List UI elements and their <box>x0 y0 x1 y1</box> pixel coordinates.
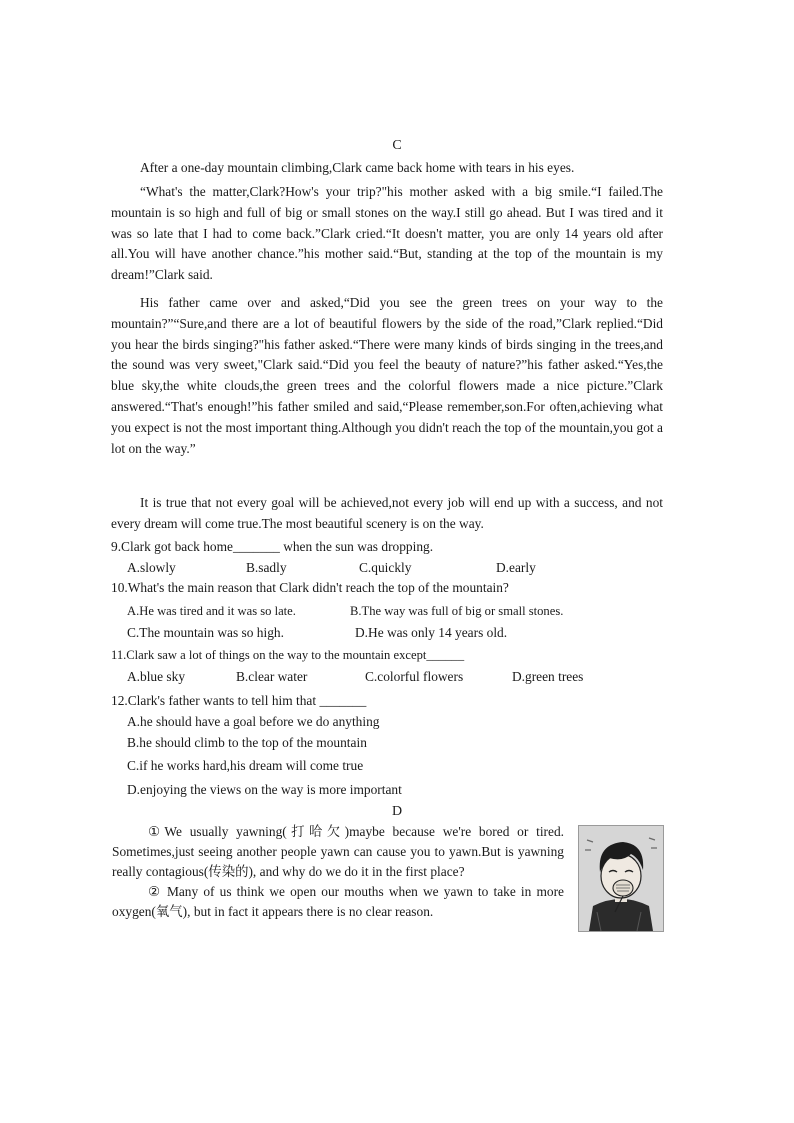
question-9-stem: 9.Clark got back home_______ when the sun was dropping. <box>111 539 434 554</box>
question-9-option-d: D.early <box>496 560 536 575</box>
question-11-stem: 11.Clark saw a lot of things on the way to the mountain except______ <box>111 648 465 662</box>
section-c-title: C <box>392 138 402 153</box>
question-12-option-b: B.he should climb to the top of the mountain <box>127 735 367 750</box>
question-10-option-a: A.He was tired and it was so late. <box>127 604 296 618</box>
question-9-option-a: A.slowly <box>127 560 176 575</box>
question-9-option-b: B.sadly <box>246 560 287 575</box>
question-12-option-c: C.if he works hard,his dream will come true <box>127 758 364 773</box>
section-d-paragraph-1: ①We usually yawning(打哈欠)maybe because we're bored or tired. Sometimes,just seeing another people yawn can cause you to yawn.But is yawning really contagious(传染的), and why do we do it in the first place? <box>112 824 564 879</box>
question-10-option-d: D.He was only 14 years old. <box>355 625 508 640</box>
question-11-option-a: A.blue sky <box>127 669 186 684</box>
section-c-paragraph-4: It is true that not every goal will be achieved,not every job will end up with a success, and not every dream will come true.The most beautiful scenery is on the way. <box>111 495 663 531</box>
question-11-option-c: C.colorful flowers <box>365 669 464 684</box>
question-12-option-d: D.enjoying the views on the way is more important <box>127 782 402 797</box>
question-11-option-b: B.clear water <box>236 669 308 684</box>
section-d-paragraph-2: ② Many of us think we open our mouths when we yawn to take in more oxygen(氧气), but in fact it appears there is no clear reason. <box>112 884 564 919</box>
section-c-paragraph-1: After a one-day mountain climbing,Clark came back home with tears in his eyes. <box>140 160 575 175</box>
section-c-paragraph-3: His father came over and asked,“Did you see the green trees on your way to the mountain?”“Sure,and there are a lot of beautiful flowers by the side of the road,”Clark replied.“Did you hear the birds singing?"his father asked.“There were many kinds of birds singing in the trees,and the sound was very sweet,"Clark said.“Did you feel the beauty of nature?”his father asked.“Yes,the blue sky,the white clouds,the green trees and the colorful flowers made a nice picture.”Clark answered.“That's enough!”his father smiled and said,“Please remember,son.For often,achieving what you expect is not the most important thing.Although you didn't reach the top of the mountain,you got a lot on the way.” <box>111 295 663 456</box>
question-10-option-b: B.The way was full of big or small stones. <box>350 604 564 618</box>
section-d-title: D <box>391 804 403 819</box>
question-11-option-d: D.green trees <box>512 669 584 684</box>
section-c-paragraph-2: “What's the matter,Clark?How's your trip?"his mother asked with a big smile.“I failed.The mountain is so high and full of big or small stones on the way.I still go ahead. But I was tired and it was so late that I had to come back.”Clark cried.“It doesn't matter, you are only 14 years old after all.You will have another chance.”his mother said.“But, standing at the top of the mountain is my dream!”Clark said. <box>111 184 663 283</box>
yawning-boy-drawing <box>579 826 663 931</box>
question-12-stem: 12.Clark's father wants to tell him that _______ <box>111 693 367 708</box>
question-9-option-c: C.quickly <box>359 560 412 575</box>
question-10-stem: 10.What's the main reason that Clark didn't reach the top of the mountain? <box>111 580 509 595</box>
yawning-boy-illustration <box>578 825 664 932</box>
question-12-option-a: A.he should have a goal before we do anything <box>127 714 380 729</box>
question-10-option-c: C.The mountain was so high. <box>127 625 284 640</box>
